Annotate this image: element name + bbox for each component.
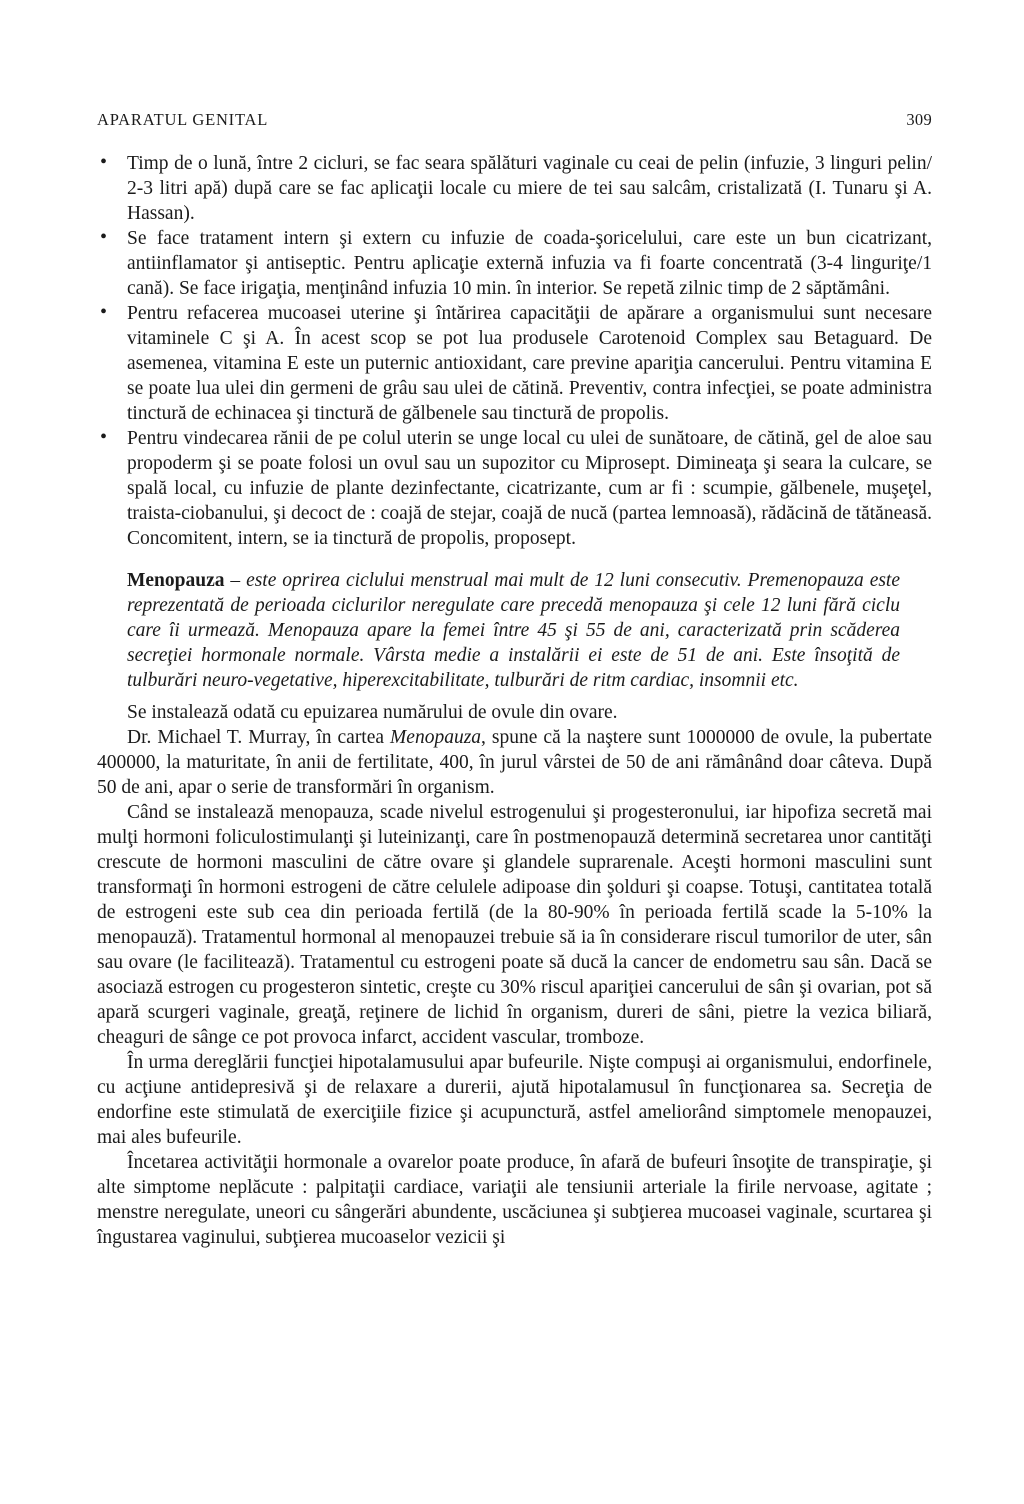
- page-header: [97, 110, 932, 130]
- section-title: APARATUL GENITAL: [97, 110, 269, 129]
- bullet-icon: •: [100, 301, 108, 323]
- bullet-icon: •: [100, 151, 108, 173]
- book-title: Menopauza: [390, 727, 482, 748]
- bullet-icon: •: [100, 426, 108, 448]
- list-item: [97, 226, 932, 301]
- paragraph-text: , spune că la naştere sunt 1000000 de ovule, la pubertate 400000, la maturitate, în anii de fertilitate, 400, în jurul vârstei de 50 de ani rămânând doar câteva. După 50 de ani, apar o serie de transformări în organism.: [97, 727, 932, 798]
- definition-separator: –: [230, 570, 241, 591]
- list-item: [97, 151, 932, 226]
- definition-paragraph-menopauza: [127, 568, 900, 693]
- paragraph: Se instalează odată cu epuizarea numărului de ovule din ovare.: [127, 702, 618, 723]
- list-item-text: Pentru vindecarea rănii de pe colul uterin se unge local cu ulei de sunătoare, de cătină, gel de aloe sau propoderm şi se poate folosi un ovul sau un supozitor cu Miprosept. Dimineaţa şi seara la culcare, se spală local, cu infuzie de plante dezinfectante, cicatrizante, cum ar fi : scumpie, gălbenele, muşeţel, traista-ciobanului, şi decoct de : coajă de stejar, coajă de nucă (partea lemnoasă), rădăcină de tătăneasă. Concomitent, intern, se ia tinctură de propolis, proposept.: [127, 428, 932, 549]
- list-item: [97, 426, 932, 551]
- bullet-icon: •: [100, 226, 108, 248]
- definition-term: Menopauza: [127, 570, 225, 591]
- definition-body: este oprirea ciclului menstrual mai mult de 12 luni consecutiv. Premenopauza este reprezentată de perioada ciclurilor neregulate care precedă menopauza şi cele 12 luni fără ciclu care îi urmează. Menopauza apare la femei între 45 şi 55 de ani, caracterizată prin scăderea secreţiei hormonale normale. Vârsta medie a instalării ei este de 51 de ani. Este însoţită de tulburări neuro-vegetative, hiperexcitabilitate, tulburări de ritm cardiac, insomnii etc.: [127, 570, 901, 691]
- paragraph-text: Dr. Michael T. Murray, în cartea: [127, 727, 391, 748]
- list-item-text: Timp de o lună, între 2 cicluri, se fac seara spălături vaginale cu ceai de pelin (infuzie, 3 linguri pelin/ 2-3 litri apă) după care se fac aplicaţii locale cu miere de tei sau salcâm, cristalizată (I. Tunaru şi A. Hassan).: [127, 153, 932, 224]
- bullet-list: [97, 151, 932, 551]
- page-body: [97, 151, 932, 1250]
- list-item: [97, 301, 932, 426]
- paragraph: Încetarea activităţii hormonale a ovarelor poate produce, în afară de bufeuri însoţite de transpiraţie, şi alte simptome neplăcute : palpitaţii cardiace, variaţii ale tensiunii arteriale la firile nervoase, agitate ; menstre neregulate, uneori cu sângerări abundente, uscăciunea şi subţierea mucoasei vaginale, scurtarea şi îngustarea vaginului, subţierea mucoaselor vezicii şi: [97, 1152, 932, 1248]
- paragraph: [97, 725, 932, 800]
- paragraph: În urma dereglării funcţiei hipotalamusului apar bufeurile. Nişte compuşi ai organismului, endorfinele, cu acţiune antidepresivă şi de relaxare a durerii, ajută hipotalamusul în funcţionarea sa. Secreţia de endorfine este stimulată de exerciţiile fizice şi acupunctură, astfel ameliorând simptomele menopauzei, mai ales bufeurile.: [97, 1052, 932, 1148]
- list-item-text: Pentru refacerea mucoasei uterine şi întărirea capacităţii de apărare a organismului sunt necesare vitaminele C şi A. În acest scop se pot lua produsele Carotenoid Complex sau Betaguard. De asemenea, vitamina E este un puternic antioxidant, care previne apariţia cancerului. Pentru vitamina E se poate lua ulei din germeni de grâu sau ulei de cătină. Preventiv, contra infecţiei, se poate administra tinctură de echinacea şi tinctură de gălbenele sau tinctură de propolis.: [127, 303, 932, 424]
- list-item-text: Se face tratament intern şi extern cu infuzie de coada-şoricelului, care este un bun cicatrizant, antiinflamator şi antiseptic. Pentru aplicaţie externă infuzia va fi foarte concentrată (3-4 linguriţe/1 cană). Se face irigaţia, menţinând infuzia 10 min. în interior. Se repetă zilnic timp de 2 săptămâni.: [127, 228, 932, 299]
- paragraph: Când se instalează menopauza, scade nivelul estrogenului şi progesteronului, iar hipofiza secretă mai mulţi hormoni foliculostimulanţi şi luteinizanţi, care în postmenopauză determină secretarea unor cantităţi crescute de hormoni masculini de către ovare şi glandele suprarenale. Aceşti hormoni masculini sunt transformaţi în hormoni estrogeni de către celulele adipoase din şolduri şi coapse. Totuşi, cantitatea totală de estrogeni este sub cea din perioada fertilă (de la 80-90% în perioada fertilă scade la 5-10% la menopauză). Tratamentul hormonal al menopauzei trebuie să ia în considerare riscul tumorilor de uter, sân sau ovare (le facilitează). Tratamentul cu estrogeni poate să ducă la cancer de endometru sau sân. Dacă se asociază estrogen cu progesteron sintetic, creşte cu 30% riscul apariţiei cancerului de sân şi ovarian, pot să apară scurgeri vaginale, greaţă, reţinere de lichid în organism, dureri de sâni, pietre la vezica biliară, cheaguri de sânge ce pot provoca infarct, accident vascular, tromboze.: [97, 802, 932, 1048]
- page-number: 309: [906, 110, 932, 129]
